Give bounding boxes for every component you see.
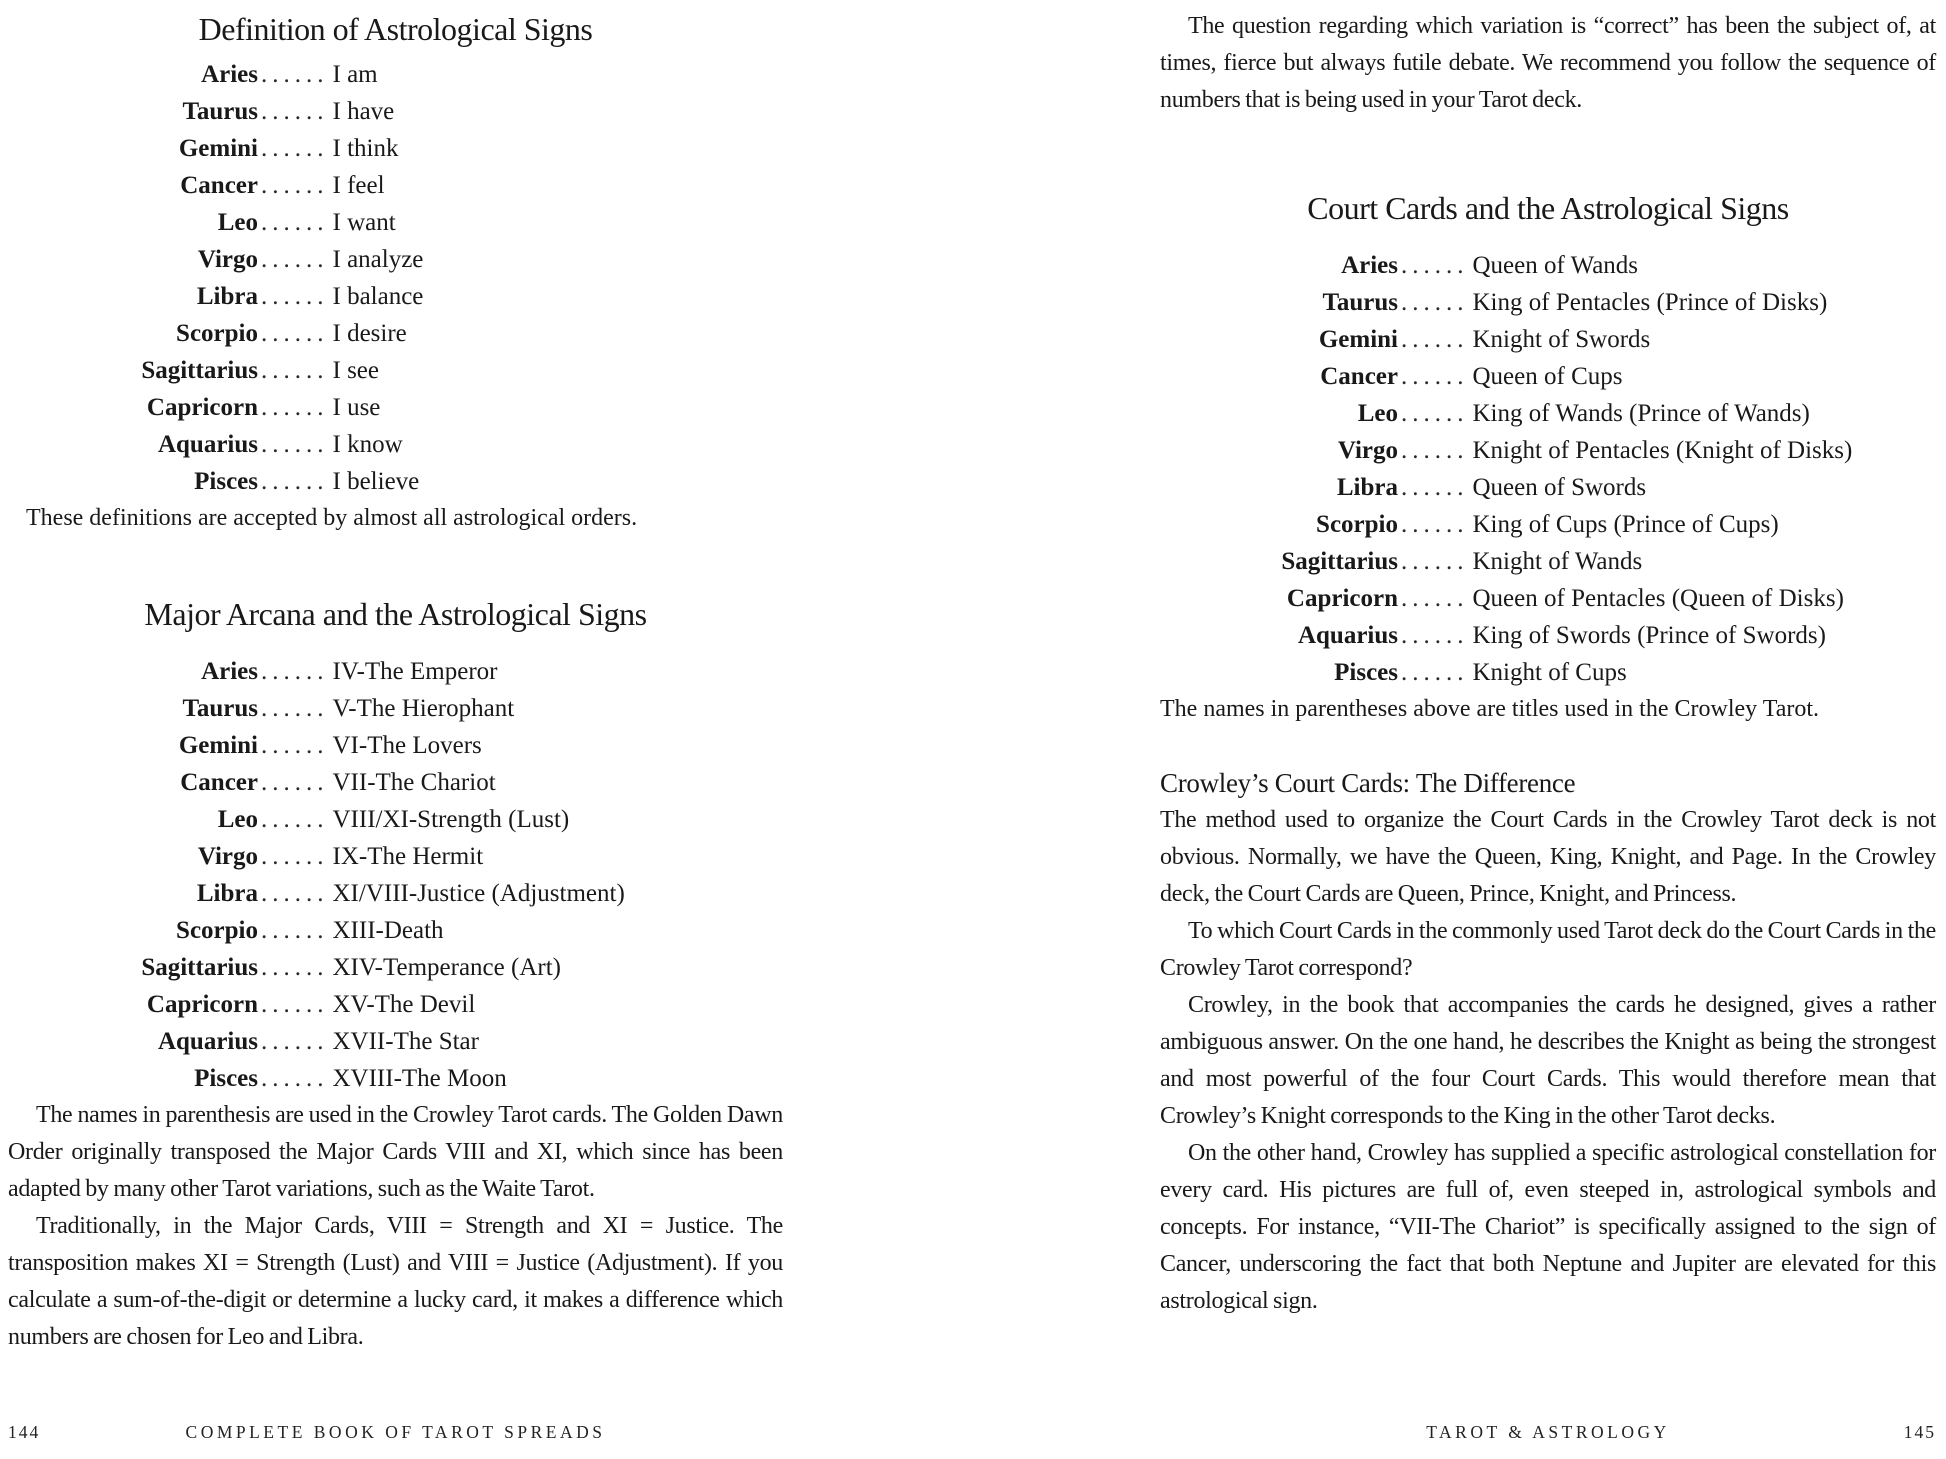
sign-definition: I desire: [332, 320, 407, 347]
definition-list-item: [8, 130, 783, 167]
dot-leader: ......: [261, 61, 329, 88]
sign-name: Leo: [1357, 400, 1398, 427]
sign-entry: [258, 949, 561, 986]
sign-entry: [258, 801, 569, 838]
major-arcana-list-item: [8, 690, 783, 727]
sign-entry: [258, 426, 403, 463]
paragraph-question-variation: The question regarding which variation is “correct” has been the subject of, at times, fierce but always futile debate. We recommend you follow the sequence of numbers that is being used in your Tarot deck.: [1160, 13, 1936, 113]
sign-entry: [1398, 506, 1779, 543]
sign-name: Scorpio: [176, 917, 258, 944]
sign-entry: [258, 764, 496, 801]
sign-name: Libra: [196, 880, 258, 907]
sign-name: Libra: [1336, 474, 1398, 501]
sign-entry: [258, 204, 396, 241]
sign-entry: [1398, 543, 1642, 580]
definition-list-item: [8, 426, 783, 463]
sign-name: Sagittarius: [141, 954, 258, 981]
court-card-name: King of Pentacles (Prince of Disks): [1472, 289, 1828, 316]
major-arcana-card: XI/VIII-Justice (Adjustment): [332, 880, 625, 907]
major-arcana-card: V-The Hierophant: [332, 695, 515, 722]
sign-name: Aries: [201, 658, 258, 685]
definition-list-item: [8, 278, 783, 315]
heading-definition-of-astrological-signs: Definition of Astrological Signs: [198, 11, 593, 47]
dot-leader: ......: [261, 732, 329, 759]
dot-leader: ......: [1401, 585, 1469, 612]
major-arcana-card: VII-The Chariot: [332, 769, 496, 796]
major-arcana-list-item: [8, 949, 783, 986]
court-card-name: Knight of Wands: [1472, 548, 1643, 575]
sign-name: Aries: [201, 61, 258, 88]
dot-leader: ......: [261, 357, 329, 384]
definition-list-item: [8, 204, 783, 241]
sign-name: Aquarius: [1297, 622, 1398, 649]
sign-definition: I see: [332, 357, 379, 384]
dot-leader: ......: [1401, 326, 1469, 353]
sign-definition: I analyze: [332, 246, 424, 273]
dot-leader: ......: [1401, 252, 1469, 279]
dot-leader: ......: [261, 806, 329, 833]
court-cards-list: [1160, 247, 1936, 691]
major-arcana-card: IX-The Hermit: [332, 843, 484, 870]
court-card-name: Knight of Pentacles (Knight of Disks): [1472, 437, 1853, 464]
sign-name: Taurus: [1322, 289, 1398, 316]
definition-list-item: [8, 241, 783, 278]
sign-name: Aquarius: [157, 1028, 258, 1055]
page-number-left: 144: [8, 1422, 41, 1442]
court-card-name: King of Swords (Prince of Swords): [1472, 622, 1826, 649]
sign-name: Scorpio: [1316, 511, 1398, 538]
sign-entry: [1398, 321, 1650, 358]
sign-name: Pisces: [1334, 659, 1398, 686]
definition-list-item: [8, 389, 783, 426]
sign-name: Cancer: [1320, 363, 1398, 390]
dot-leader: ......: [261, 954, 329, 981]
dot-leader: ......: [261, 880, 329, 907]
sign-entry: [258, 93, 394, 130]
sign-entry: [258, 167, 385, 204]
court-card-list-item: [1160, 358, 1936, 395]
dot-leader: ......: [261, 917, 329, 944]
running-title-right: TAROT & ASTROLOGY: [1426, 1422, 1670, 1442]
sign-name: Capricorn: [146, 394, 258, 421]
dot-leader: ......: [261, 769, 329, 796]
sign-entry: [258, 56, 378, 93]
sign-entry: [258, 315, 407, 352]
sign-name: Taurus: [182, 98, 258, 125]
dot-leader: ......: [261, 135, 329, 162]
major-arcana-list-item: [8, 727, 783, 764]
major-arcana-list-item: [8, 875, 783, 912]
sign-entry: [258, 463, 419, 500]
sign-name: Cancer: [180, 172, 258, 199]
sign-entry: [258, 1023, 479, 1060]
court-card-list-item: [1160, 617, 1936, 654]
paragraph-to-which-court-cards: To which Court Cards in the commonly used Tarot deck do the Court Cards in the Crowley Tarot correspond?: [1160, 918, 1936, 981]
sign-entry: [258, 130, 398, 167]
definitions-note: These definitions are accepted by almost all astrological orders.: [26, 505, 638, 531]
sign-name: Leo: [217, 209, 258, 236]
court-card-list-item: [1160, 469, 1936, 506]
definition-list-item: [8, 56, 783, 93]
sign-entry: [1398, 654, 1627, 691]
sign-entry: [258, 278, 423, 315]
sign-entry: [1398, 617, 1826, 654]
dot-leader: ......: [261, 658, 329, 685]
footer-right: [1160, 1421, 1936, 1443]
sign-definition: I am: [332, 61, 378, 88]
sign-name: Pisces: [194, 468, 258, 495]
sign-name: Gemini: [1318, 326, 1398, 353]
court-card-name: Queen of Swords: [1472, 474, 1647, 501]
sign-name: Scorpio: [176, 320, 258, 347]
dot-leader: ......: [1401, 511, 1469, 538]
major-arcana-card: XIII-Death: [332, 917, 444, 944]
dot-leader: ......: [261, 431, 329, 458]
dot-leader: ......: [261, 283, 329, 310]
sign-entry: [258, 389, 380, 426]
sign-name: Gemini: [178, 135, 258, 162]
major-arcana-list-item: [8, 1023, 783, 1060]
sign-name: Aquarius: [157, 431, 258, 458]
sign-definition: I believe: [332, 468, 420, 495]
major-arcana-list-item: [8, 653, 783, 690]
major-arcana-list-item: [8, 801, 783, 838]
sign-entry: [1398, 432, 1852, 469]
sign-entry: [258, 838, 483, 875]
sign-name: Libra: [196, 283, 258, 310]
sign-name: Aries: [1341, 252, 1398, 279]
major-arcana-list-item: [8, 764, 783, 801]
major-arcana-card: VIII/XI-Strength (Lust): [332, 806, 570, 833]
sign-entry: [258, 875, 625, 912]
paragraph-traditionally-transposition: Traditionally, in the Major Cards, VIII = Strength and XI = Justice. The transposition makes XI = Strength (Lust) and VIII = Justice (Adjustment). If you calculate a sum-of-the-digit or determine a lucky card, it makes a difference which numbers are chosen for Leo and Libra.: [8, 1213, 783, 1350]
dot-leader: ......: [1401, 474, 1469, 501]
sign-name: Sagittarius: [1281, 548, 1398, 575]
sign-entry: [1398, 284, 1827, 321]
definition-list-item: [8, 93, 783, 130]
paragraph-parenthesis-crowley: The names in parenthesis are used in the Crowley Tarot cards. The Golden Dawn Order originally transposed the Major Cards VIII and XI, which since has been adapted by many other Tarot variations, such as the Waite Tarot.: [8, 1102, 783, 1202]
court-card-name: Queen of Cups: [1472, 363, 1623, 390]
court-card-list-item: [1160, 247, 1936, 284]
dot-leader: ......: [261, 468, 329, 495]
dot-leader: ......: [1401, 548, 1469, 575]
definitions-list: [8, 56, 783, 500]
dot-leader: ......: [261, 1065, 329, 1092]
court-card-name: King of Wands (Prince of Wands): [1472, 400, 1810, 427]
sign-definition: I balance: [332, 283, 424, 310]
page-right: [973, 0, 1946, 1459]
sign-name: Virgo: [197, 246, 258, 273]
sign-definition: I have: [332, 98, 395, 125]
court-card-name: Queen of Wands: [1472, 252, 1639, 279]
court-card-list-item: [1160, 506, 1936, 543]
sign-entry: [1398, 358, 1622, 395]
sign-name: Capricorn: [146, 991, 258, 1018]
sign-definition: I want: [332, 209, 396, 236]
sign-entry: [258, 352, 379, 389]
footer-left: [8, 1421, 783, 1443]
court-card-list-item: [1160, 321, 1936, 358]
dot-leader: ......: [1401, 437, 1469, 464]
sign-name: Virgo: [197, 843, 258, 870]
paragraph-other-hand-constellation: On the other hand, Crowley has supplied a specific astrological constellation for every card. His pictures are full of, even steeped in, astrological symbols and concepts. For instance, “VII-The Chariot” is specifically assigned to the sign of Cancer, underscoring the fact that both Neptune and Jupiter are elevated for this astrological sign.: [1160, 1140, 1936, 1314]
sign-entry: [258, 241, 423, 278]
sign-name: Virgo: [1337, 437, 1398, 464]
major-arcana-list-item: [8, 1060, 783, 1097]
major-arcana-card: VI-The Lovers: [332, 732, 482, 759]
sign-entry: [258, 653, 498, 690]
court-card-list-item: [1160, 432, 1936, 469]
dot-leader: ......: [261, 98, 329, 125]
running-title-left: COMPLETE BOOK OF TAROT SPREADS: [185, 1422, 606, 1442]
court-card-list-item: [1160, 284, 1936, 321]
major-arcana-list: [8, 653, 783, 1097]
court-card-list-item: [1160, 395, 1936, 432]
sign-name: Gemini: [178, 732, 258, 759]
court-card-name: Knight of Cups: [1472, 659, 1627, 686]
dot-leader: ......: [1401, 659, 1469, 686]
court-card-list-item: [1160, 543, 1936, 580]
sign-entry: [1398, 469, 1646, 506]
sign-definition: I use: [332, 394, 381, 421]
major-arcana-list-item: [8, 986, 783, 1023]
dot-leader: ......: [261, 695, 329, 722]
paragraph-method-organize: The method used to organize the Court Cards in the Crowley Tarot deck is not obvious. Normally, we have the Queen, King, Knight, and Page. In the Crowley deck, the Court Cards are Queen, Prince, Knight, and Princess.: [1160, 807, 1936, 907]
court-cards-note: The names in parentheses above are titles used in the Crowley Tarot.: [1160, 696, 1820, 722]
dot-leader: ......: [261, 1028, 329, 1055]
sign-definition: I think: [332, 135, 399, 162]
sign-name: Sagittarius: [141, 357, 258, 384]
sign-entry: [258, 912, 444, 949]
major-arcana-list-item: [8, 838, 783, 875]
court-card-name: Knight of Swords: [1472, 326, 1651, 353]
sign-entry: [1398, 580, 1844, 617]
sign-entry: [1398, 247, 1638, 284]
definition-list-item: [8, 463, 783, 500]
major-arcana-card: XVII-The Star: [332, 1028, 479, 1055]
dot-leader: ......: [1401, 400, 1469, 427]
sign-entry: [258, 727, 482, 764]
dot-leader: ......: [261, 172, 329, 199]
heading-court-cards: Court Cards and the Astrological Signs: [1307, 190, 1789, 226]
sign-entry: [258, 986, 475, 1023]
dot-leader: ......: [261, 991, 329, 1018]
dot-leader: ......: [261, 394, 329, 421]
paragraph-crowley-book-answer: Crowley, in the book that accompanies the cards he designed, gives a rather ambiguous answer. On the one hand, he describes the Knight as being the strongest and most powerful of the four Court Cards. This would therefore mean that Crowley’s Knight corresponds to the King in the other Tarot decks.: [1160, 992, 1936, 1129]
court-card-name: Queen of Pentacles (Queen of Disks): [1472, 585, 1844, 612]
dot-leader: ......: [261, 246, 329, 273]
major-arcana-card: IV-The Emperor: [332, 658, 498, 685]
major-arcana-card: XIV-Temperance (Art): [332, 954, 561, 981]
sign-name: Cancer: [180, 769, 258, 796]
sign-definition: I know: [332, 431, 403, 458]
dot-leader: ......: [1401, 363, 1469, 390]
major-arcana-card: XVIII-The Moon: [332, 1065, 507, 1092]
dot-leader: ......: [261, 209, 329, 236]
sign-definition: I feel: [332, 172, 385, 199]
sign-name: Taurus: [182, 695, 258, 722]
sign-name: Leo: [217, 806, 258, 833]
subheading-crowleys-court-cards: Crowley’s Court Cards: The Difference: [1160, 768, 1576, 798]
definition-list-item: [8, 352, 783, 389]
heading-major-arcana: Major Arcana and the Astrological Signs: [144, 596, 647, 632]
definition-list-item: [8, 167, 783, 204]
page-number-right: 145: [1903, 1422, 1936, 1442]
major-arcana-card: XV-The Devil: [332, 991, 476, 1018]
definition-list-item: [8, 315, 783, 352]
court-card-list-item: [1160, 654, 1936, 691]
sign-entry: [258, 1060, 507, 1097]
dot-leader: ......: [1401, 622, 1469, 649]
sign-entry: [258, 690, 514, 727]
dot-leader: ......: [1401, 289, 1469, 316]
court-card-list-item: [1160, 580, 1936, 617]
court-card-name: King of Cups (Prince of Cups): [1472, 511, 1779, 538]
sign-entry: [1398, 395, 1810, 432]
dot-leader: ......: [261, 843, 329, 870]
sign-name: Pisces: [194, 1065, 258, 1092]
dot-leader: ......: [261, 320, 329, 347]
sign-name: Capricorn: [1286, 585, 1398, 612]
major-arcana-list-item: [8, 912, 783, 949]
